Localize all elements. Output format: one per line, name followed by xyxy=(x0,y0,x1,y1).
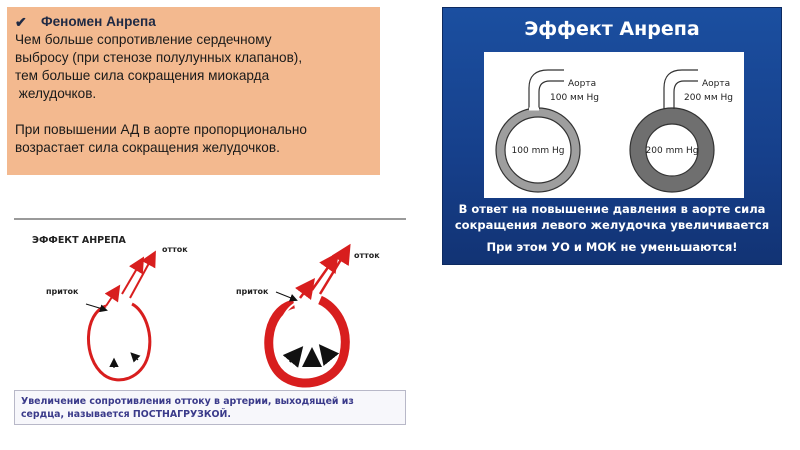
panel-title: Эффект Анрепа xyxy=(524,18,700,40)
caption-line: Увеличение сопротивления оттоку в артерии, выходящей из xyxy=(21,396,354,407)
figure-heading: ЭФФЕКТ АНРЕПА xyxy=(32,235,126,246)
right-ventricle-pressure: 200 mm Hg xyxy=(645,146,699,156)
description-line: выбросу (при стенозе полулунных клапанов), xyxy=(15,50,303,65)
left-aorta-label: Аорта xyxy=(568,79,597,89)
right-inflow-label: приток xyxy=(236,287,269,296)
description-line: При повышении АД в аорте пропорционально xyxy=(15,122,307,137)
right-aorta-pressure: 200 мм Hg xyxy=(684,93,733,103)
description-line: Чем больше сопротивление сердечному xyxy=(15,32,272,47)
heart-normal xyxy=(86,254,154,380)
left-outflow-label: отток xyxy=(162,245,188,254)
aortic-pressure-diagram xyxy=(484,52,744,198)
description-title-row xyxy=(15,13,372,31)
description-line: тем больше сила сокращения миокарда xyxy=(15,68,270,83)
checkmark-icon: ✔ xyxy=(15,14,27,30)
panel-text-emphasis: При этом УО и МОК не уменьшаются! xyxy=(486,240,738,254)
caption-line: сердца, называется ПОСТНАГРУЗКОЙ. xyxy=(21,409,231,420)
afterload-figure xyxy=(14,218,406,426)
left-aorta-pressure: 100 мм Hg xyxy=(550,93,599,103)
panel-text-line: сокращения левого желудочка увеличивается xyxy=(454,218,770,232)
heart-hypertrophied xyxy=(269,248,348,383)
afterload-caption xyxy=(14,390,406,425)
description-line: желудочков. xyxy=(15,86,97,101)
right-outflow-label: отток xyxy=(354,251,380,260)
description-title: Феномен Анрепа xyxy=(41,14,156,29)
panel-text-line: В ответ на повышение давления в аорте сила xyxy=(458,202,766,216)
right-aorta-label: Аорта xyxy=(702,79,731,89)
anrep-effect-panel xyxy=(442,7,782,265)
left-ventricle-pressure: 100 mm Hg xyxy=(511,146,565,156)
description-line: возрастает сила сокращения желудочков. xyxy=(15,140,280,155)
anrep-description-box xyxy=(7,7,380,175)
left-inflow-label: приток xyxy=(46,287,79,296)
